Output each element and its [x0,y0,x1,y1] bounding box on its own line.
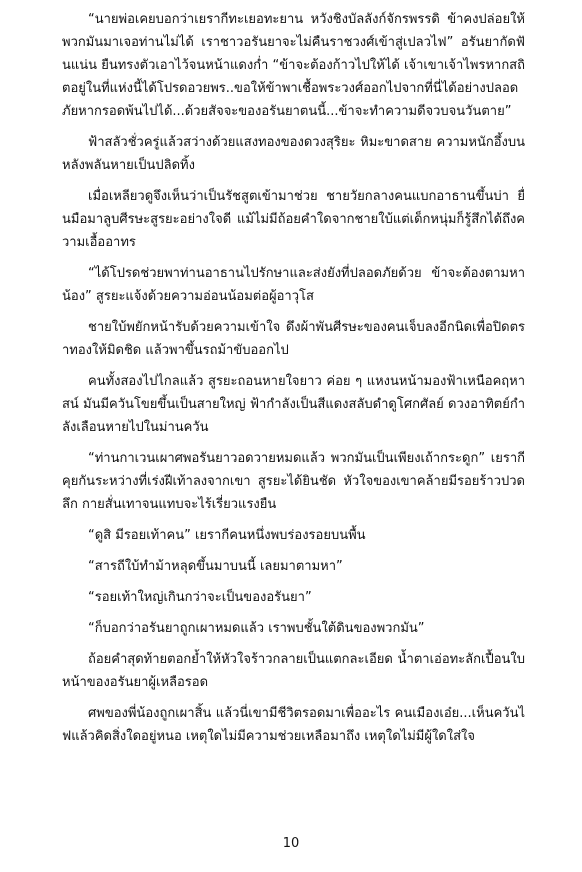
paragraph: “ดูสิ มีรอยเท้าคน” เยรากีคนหนึ่งพบร่องรอยบนพื้น [88,528,366,543]
paragraph: “รอยเท้าใหญ่เกินกว่าจะเป็นของอรันยา” [88,590,312,605]
paragraph: ชายใบ้พยักหน้ารับด้วยความเข้าใจ ดึงผ้าพันศีรษะของคนเจ็บลงอีกนิดเพื่อปิดตราทองให้มิดชิด แล้วพาขึ้นรถม้าขับออกไป [62,320,525,358]
page-number: 10 [282,836,300,851]
paragraph: คนทั้งสองไปไกลแล้ว สูรยะถอนหายใจยาว ค่อย ๆ แหงนหน้ามองฟ้าเหนือคฤหาสน์ มันมีควันโขยขึ้นเป็นสายใหญ่ ฟ้ากำลังเป็นสีแดงสลับดำดูโศกศัลย์ ดวงอาทิตย์กำลังเลือนหายไปในม่านควัน [62,374,525,435]
paragraph: “สารถีใบ้ทำม้าหลุดขึ้นมาบนนี้ เลยมาตามหา” [88,559,343,574]
paragraph: “ก็บอกว่าอรันยาถูกเผาหมดแล้ว เราพบชั้นใต้ดินของพวกมัน” [88,621,425,636]
page-body [62,8,525,756]
paragraph: เมื่อเหลียวดูจึงเห็นว่าเป็นรัชสูตเข้ามาช่วย ชายวัยกลางคนแบกอาธานขึ้นบ่า ยื่นมือมาลูบศีรษะสูรยะอย่างใจดี แม้ไม่มีถ้อยคำใดจากชายใบ้แต่เด็กหนุ่มก็รู้สึกได้ถึงความเอื้ออาทร [62,189,525,250]
paragraph: ถ้อยคำสุดท้ายตอกย้ำให้หัวใจร้าวกลายเป็นแตกละเอียด น้ำตาเอ่อทะลักเปื้อนใบหน้าของอรันยาผู้เหลือรอด [62,652,525,690]
paragraph: “ท่านกาเวนเผาศพอรันยาวอดวายหมดแล้ว พวกมันเป็นเพียงเถ้ากระดูก” เยรากีคุยกันระหว่างที่เร่งฝีเท้าลงจากเขา สูรยะได้ยินชัด หัวใจของเขาคล้ายมีรอยร้าวปวดลึก กายสั่นเทาจนแทบจะไร้เรี่ยวแรงยืน [62,451,525,512]
paragraph: “ได้โปรดช่วยพาท่านอาธานไปรักษาและส่งยังที่ปลอดภัยด้วย ข้าจะต้องตามหาน้อง” สูรยะแจ้งด้วยความอ่อนน้อมต่อผู้อาวุโส [62,266,525,304]
paragraph: ศพของพี่น้องถูกเผาสิ้น แล้วนี่เขามีชีวิตรอดมาเพื่ออะไร คนเมืองเอ๋ย...เห็นควันไฟแล้วคิดสิ่งใดอยู่หนอ เหตุใดไม่มีความช่วยเหลือมาถึง เหตุใดไม่มีผู้ใดใส่ใจ [62,706,525,744]
paragraph: ฟ้าสลัวชั่วครู่แล้วสว่างด้วยแสงทองของดวงสุริยะ หิมะขาดสาย ความหนักอึ้งบนหลังพลันหายเป็นปลิดทิ้ง [62,135,525,173]
paragraph: “นายพ่อเคยบอกว่าเยรากีทะเยอทะยาน หวังชิงบัลลังก์จักรพรรดิ ข้าคงปล่อยให้พวกมันมาเจอท่านไม่ได้ เราชาวอรันยาจะไม่คืนราชวงศ์เข้าสู่เปลวไฟ” อรันยากัดฟันแน่น ยืนทรงตัวเอาไว้จนหน้าแดงก่ำ “ข้าจะต้องก้าวไปให้ได้ เจ้าเขาเจ้าไพรหากสถิตอยู่ในที่แห่งนี้ได้โปรดอวยพร..ขอให้ข้าพาเชื้อพระวงศ์ออกไปจากที่นี่ได้อย่างปลอดภัยหากรอดพ้นไปได้...ด้วยสัจจะของอรันยาตนนี้...ข้าจะทำความดีจวบจนวันตาย” [62,12,525,119]
